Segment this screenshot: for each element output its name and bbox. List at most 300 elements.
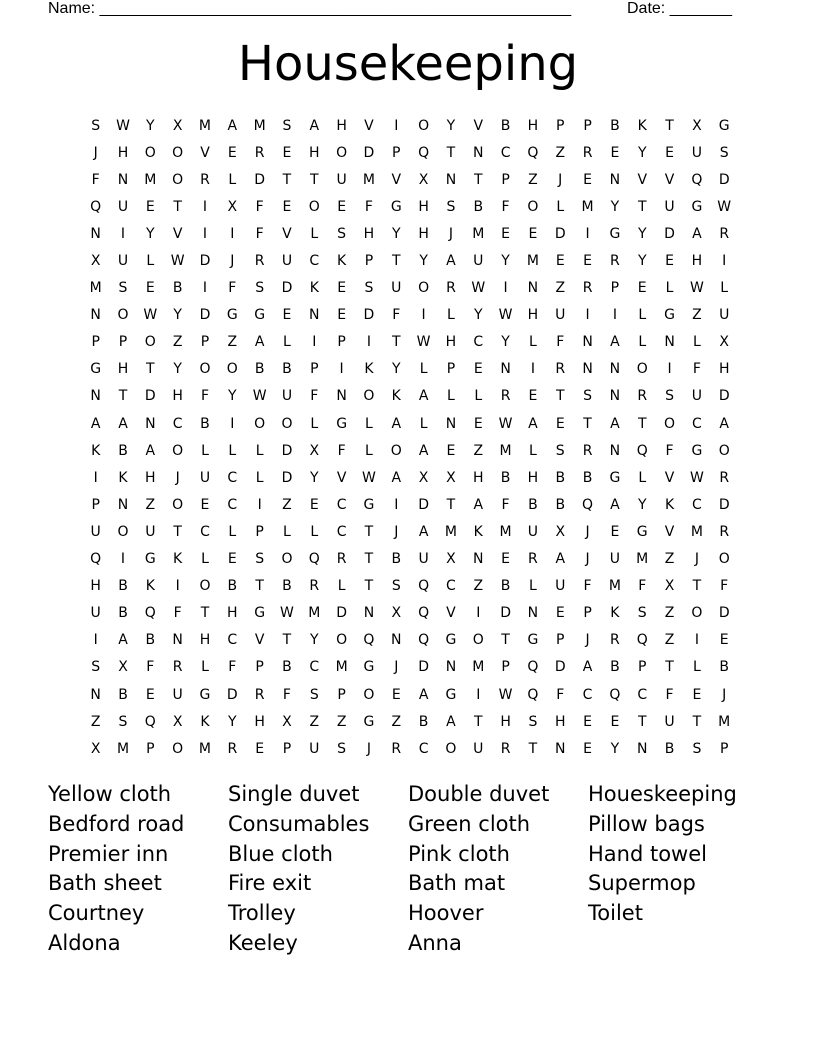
grid-letter: L [228, 523, 237, 540]
grid-letter: Y [228, 713, 237, 730]
grid-letter: X [172, 713, 183, 730]
grid-letter: Y [173, 361, 182, 378]
grid-letter: C [637, 686, 648, 703]
grid-letter: T [637, 198, 647, 215]
grid-letter: T [528, 740, 538, 757]
grid-letter: W [416, 334, 431, 351]
grid-letter: J [694, 551, 699, 568]
grid-letter: D [336, 605, 347, 622]
grid-letter: Q [636, 632, 648, 649]
grid-row [82, 518, 742, 545]
grid-letter: O [308, 198, 320, 215]
grid-letter: Q [418, 578, 430, 595]
grid-letter: I [530, 361, 535, 378]
grid-letter: N [609, 388, 621, 405]
grid-letter: L [365, 415, 373, 432]
grid-letter: B [555, 496, 566, 513]
word-list-item: Consumables [228, 811, 370, 836]
grid-letter: M [308, 605, 321, 622]
grid-letter: I [476, 686, 481, 703]
grid-letter: T [282, 171, 292, 188]
grid-letter: M [335, 659, 348, 676]
grid-letter: P [638, 659, 647, 676]
grid-letter: B [118, 442, 128, 459]
grid-letter: H [145, 469, 156, 486]
grid-letter: F [91, 171, 100, 188]
grid-row [82, 654, 742, 681]
grid-row [82, 329, 742, 356]
grid-letter: C [691, 496, 702, 513]
grid-letter: W [689, 469, 704, 486]
grid-letter: T [146, 361, 155, 378]
grid-letter: W [689, 280, 704, 297]
grid-letter: T [446, 496, 456, 513]
grid-letter: E [555, 605, 565, 622]
grid-letter: S [446, 198, 456, 215]
grid-letter: D [554, 659, 566, 676]
grid-letter: O [172, 144, 184, 161]
grid-letter: A [582, 659, 593, 676]
grid-letter: T [446, 144, 456, 161]
grid-letter: E [282, 307, 292, 324]
grid-letter: Y [637, 144, 647, 161]
grid-letter: H [472, 469, 484, 486]
grid-letter: V [364, 117, 374, 134]
grid-letter: L [146, 253, 155, 270]
grid-letter: S [719, 144, 729, 161]
grid-letter: R [446, 280, 456, 297]
word-list-item: Hoover [408, 901, 484, 926]
grid-letter: L [201, 442, 209, 459]
grid-letter: I [585, 307, 590, 324]
grid-row [82, 166, 742, 193]
grid-letter: Q [90, 551, 102, 568]
grid-letter: E [555, 253, 565, 270]
grid-letter: E [665, 253, 674, 270]
page-title: Housekeeping [237, 36, 579, 92]
grid-letter: O [281, 415, 293, 432]
grid-letter: G [609, 225, 621, 242]
grid-letter: L [283, 334, 291, 351]
grid-letter: H [527, 307, 539, 324]
grid-letter: F [556, 686, 565, 703]
grid-letter: F [228, 659, 237, 676]
grid-letter: E [501, 225, 511, 242]
grid-letter: E [583, 253, 592, 270]
grid-letter: E [665, 144, 674, 161]
grid-letter: L [228, 171, 237, 188]
grid-letter: T [391, 334, 401, 351]
grid-row [82, 681, 742, 708]
grid-letter: P [446, 361, 456, 378]
grid-letter: K [173, 551, 183, 568]
grid-letter: X [446, 551, 456, 568]
grid-letter: N [609, 361, 621, 378]
grid-letter: I [312, 334, 317, 351]
grid-letter: J [722, 686, 727, 703]
grid-letter: X [90, 740, 101, 757]
grid-letter: B [664, 740, 675, 757]
grid-letter: Y [391, 225, 401, 242]
grid-letter: D [281, 280, 293, 297]
grid-letter: J [394, 659, 399, 676]
grid-row [82, 708, 742, 735]
header-row [48, 0, 748, 22]
grid-letter: S [692, 740, 702, 757]
grid-letter: W [280, 605, 294, 622]
grid-letter: O [527, 198, 539, 215]
grid-letter: P [91, 334, 100, 351]
grid-letter: S [364, 280, 374, 297]
grid-letter: L [692, 334, 701, 351]
grid-letter: L [692, 659, 701, 676]
grid-letter: G [254, 307, 266, 324]
grid-letter: K [610, 605, 620, 622]
grid-letter: V [664, 171, 675, 188]
grid-letter: C [446, 578, 456, 595]
grid-row [82, 627, 742, 654]
grid-letter: M [526, 253, 539, 270]
grid-letter: F [501, 496, 510, 513]
word-list-item: Houeskeeping [588, 782, 737, 806]
grid-letter: A [391, 415, 402, 432]
grid-letter: E [610, 523, 620, 540]
grid-letter: O [144, 144, 156, 161]
grid-letter: P [118, 334, 128, 351]
grid-letter: S [583, 388, 593, 405]
grid-letter: F [720, 578, 729, 595]
grid-letter: C [227, 469, 238, 486]
grid-row [82, 491, 742, 518]
grid-letter: A [145, 442, 156, 459]
grid-letter: T [255, 578, 264, 595]
grid-letter: X [309, 442, 320, 459]
grid-letter: L [228, 442, 237, 459]
grid-letter: C [500, 144, 511, 161]
grid-letter: S [91, 117, 101, 134]
grid-letter: N [336, 388, 347, 405]
grid-letter: B [418, 713, 429, 730]
grid-letter: T [310, 171, 319, 188]
grid-letter: H [90, 578, 101, 595]
grid-letter: B [282, 578, 292, 595]
grid-letter: D [418, 496, 429, 513]
grid-letter: V [200, 144, 210, 161]
grid-letter: U [719, 307, 730, 324]
grid-letter: S [637, 605, 647, 622]
grid-row [82, 573, 742, 600]
grid-letter: O [363, 686, 375, 703]
grid-letter: H [227, 605, 238, 622]
grid-letter: Q [527, 659, 539, 676]
grid-letter: D [718, 605, 730, 622]
grid-letter: W [116, 117, 130, 134]
grid-letter: Y [610, 198, 620, 215]
grid-letter: O [472, 632, 484, 649]
grid-letter: K [664, 496, 675, 513]
grid-letter: H [554, 713, 566, 730]
grid-letter: C [418, 740, 429, 757]
grid-letter: F [665, 686, 674, 703]
grid-letter: A [473, 496, 484, 513]
grid-letter: M [608, 578, 621, 595]
grid-letter: N [609, 171, 621, 188]
grid-letter: T [555, 388, 565, 405]
grid-letter: J [93, 144, 98, 161]
grid-letter: Y [501, 334, 510, 351]
grid-letter: R [500, 740, 511, 757]
grid-letter: Z [473, 442, 484, 459]
grid-letter: M [444, 523, 457, 540]
grid-letter: K [637, 117, 647, 134]
grid-letter: R [582, 280, 593, 297]
grid-letter: N [117, 171, 129, 188]
grid-letter: L [638, 307, 647, 324]
grid-letter: Q [90, 198, 102, 215]
grid-letter: Z [664, 632, 675, 649]
word-list-item: Hand towel [588, 841, 707, 866]
grid-letter: W [170, 253, 185, 270]
grid-letter: O [418, 280, 430, 297]
grid-letter: K [118, 469, 128, 486]
grid-letter: Z [282, 496, 292, 513]
grid-letter: W [252, 388, 267, 405]
grid-letter: W [498, 415, 513, 432]
grid-letter: U [172, 686, 183, 703]
word-list-item: Bedford road [48, 811, 185, 836]
grid-letter: P [91, 496, 100, 513]
grid-letter: Z [664, 605, 675, 622]
grid-letter: R [582, 442, 593, 459]
grid-letter: N [527, 605, 539, 622]
grid-letter: K [337, 253, 347, 270]
grid-letter: D [718, 496, 730, 513]
grid-letter: T [473, 713, 483, 730]
grid-letter: B [555, 469, 566, 486]
grid-letter: D [226, 686, 238, 703]
grid-letter: A [719, 415, 729, 432]
word-list-item: Anna [408, 930, 462, 955]
grid-letter: I [230, 225, 235, 242]
grid-letter: U [336, 171, 347, 188]
grid-letter: K [473, 523, 483, 540]
word-list-item: Green cloth [408, 811, 531, 836]
grid-letter: I [202, 198, 208, 215]
grid-letter: X [282, 713, 292, 730]
grid-letter: G [90, 361, 102, 378]
grid-letter: B [582, 469, 593, 486]
grid-letter: I [694, 632, 699, 649]
grid-letter: W [717, 198, 732, 215]
grid-letter: Z [309, 713, 320, 730]
grid-letter: T [282, 632, 292, 649]
grid-letter: F [556, 334, 565, 351]
grid-letter: H [336, 117, 347, 134]
grid-row [82, 302, 742, 329]
grid-letter: B [282, 361, 292, 378]
grid-letter: P [255, 523, 264, 540]
grid-letter: O [718, 442, 730, 459]
grid-letter: C [227, 632, 238, 649]
word-list-item: Premier inn [48, 841, 169, 866]
grid-letter: E [473, 415, 483, 432]
grid-letter: V [446, 605, 456, 622]
date-field-label: Date: _______ [627, 0, 732, 17]
grid-letter: Z [227, 334, 238, 351]
grid-letter: K [364, 361, 374, 378]
grid-letter: I [585, 225, 590, 242]
grid-letter: X [719, 334, 729, 351]
grid-letter: X [692, 117, 702, 134]
grid-letter: O [172, 171, 184, 188]
grid-letter: R [719, 225, 730, 242]
grid-letter: E [501, 551, 511, 568]
grid-letter: V [637, 171, 648, 188]
grid-letter: L [419, 415, 428, 432]
grid-letter: S [337, 740, 347, 757]
grid-letter: U [117, 198, 129, 215]
grid-letter: B [391, 551, 402, 568]
grid-letter: W [498, 686, 513, 703]
word-list-item: Pillow bags [588, 811, 705, 836]
grid-letter: E [145, 198, 155, 215]
grid-letter: O [254, 415, 266, 432]
grid-letter: E [583, 713, 592, 730]
grid-letter: D [418, 659, 429, 676]
word-list-item: Courtney [48, 901, 145, 926]
grid-letter: I [120, 551, 126, 568]
grid-letter: F [255, 225, 264, 242]
grid-letter: O [390, 442, 402, 459]
grid-letter: Q [144, 605, 156, 622]
grid-letter: H [117, 144, 129, 161]
grid-letter: A [118, 415, 128, 432]
grid-letter: R [582, 144, 593, 161]
grid-letter: H [117, 361, 129, 378]
grid-letter: A [610, 415, 620, 432]
word-list-item: Blue cloth [228, 841, 333, 866]
grid-letter: Y [310, 632, 319, 649]
grid-letter: B [145, 632, 156, 649]
grid-letter: Z [90, 713, 101, 730]
grid-letter: Q [527, 144, 539, 161]
word-list-item: Trolley [228, 901, 296, 926]
grid-letter: J [558, 171, 563, 188]
grid-letter: D [281, 469, 293, 486]
grid-letter: Q [527, 686, 539, 703]
grid-letter: J [585, 632, 590, 649]
grid-letter: O [336, 144, 348, 161]
grid-letter: I [175, 578, 180, 595]
grid-letter: G [445, 686, 457, 703]
grid-letter: Z [664, 551, 675, 568]
grid-letter: H [363, 225, 375, 242]
grid-letter: N [445, 171, 457, 188]
grid-letter: O [445, 740, 457, 757]
grid-letter: V [336, 469, 347, 486]
grid-letter: S [309, 686, 319, 703]
grid-letter: M [499, 442, 512, 459]
grid-letter: Q [691, 171, 703, 188]
grid-letter: N [391, 632, 402, 649]
grid-letter: U [281, 253, 293, 270]
grid-letter: B [500, 469, 511, 486]
word-list-item: Supermop [588, 871, 696, 896]
grid-letter: Y [501, 253, 510, 270]
grid-letter: I [339, 361, 344, 378]
grid-letter: M [581, 198, 594, 215]
grid-letter: L [310, 225, 319, 242]
word-list-item: Toilet [588, 901, 643, 926]
grid-letter: G [718, 117, 730, 134]
grid-letter: U [609, 551, 621, 568]
grid-letter: K [145, 578, 155, 595]
grid-letter: Y [446, 117, 456, 134]
grid-letter: U [473, 740, 484, 757]
grid-letter: U [199, 469, 211, 486]
grid-letter: E [583, 740, 592, 757]
grid-letter: U [527, 523, 539, 540]
grid-letter: T [364, 523, 374, 540]
grid-letter: A [254, 334, 265, 351]
grid-letter: F [364, 198, 373, 215]
grid-letter: I [120, 225, 126, 242]
grid-letter: O [172, 740, 184, 757]
grid-letter: E [473, 361, 483, 378]
grid-letter: E [255, 740, 265, 757]
grid-letter: F [282, 686, 291, 703]
grid-letter: D [281, 442, 293, 459]
grid-letter: L [556, 198, 565, 215]
grid-letter: E [583, 171, 592, 188]
grid-letter: X [446, 469, 456, 486]
grid-letter: E [446, 442, 456, 459]
grid-letter: T [364, 578, 374, 595]
grid-letter: B [254, 361, 265, 378]
grid-letter: T [637, 713, 647, 730]
grid-letter: B [473, 198, 484, 215]
grid-letter: X [555, 523, 566, 540]
grid-letter: T [501, 632, 510, 649]
grid-letter: N [582, 361, 593, 378]
word-list-item: Keeley [228, 930, 298, 955]
grid-letter: I [421, 307, 426, 324]
grid-letter: O [281, 551, 293, 568]
grid-letter: Y [391, 361, 401, 378]
grid-letter: G [226, 307, 238, 324]
grid-letter: T [473, 171, 483, 188]
grid-letter: E [337, 307, 347, 324]
grid-letter: V [172, 225, 183, 242]
grid-letter: N [117, 496, 129, 513]
grid-letter: H [718, 361, 730, 378]
grid-letter: U [664, 198, 675, 215]
grid-letter: B [528, 496, 538, 513]
grid-letter: C [200, 523, 210, 540]
grid-letter: T [583, 415, 592, 432]
grid-letter: L [638, 469, 647, 486]
grid-row [82, 735, 742, 762]
grid-letter: Z [528, 171, 538, 188]
grid-letter: L [419, 361, 428, 378]
grid-letter: I [476, 605, 481, 622]
grid-letter: C [691, 415, 702, 432]
grid-letter: D [718, 171, 730, 188]
grid-letter: N [90, 225, 101, 242]
grid-letter: D [199, 253, 211, 270]
grid-letter: C [309, 659, 320, 676]
grid-letter: I [93, 632, 98, 649]
